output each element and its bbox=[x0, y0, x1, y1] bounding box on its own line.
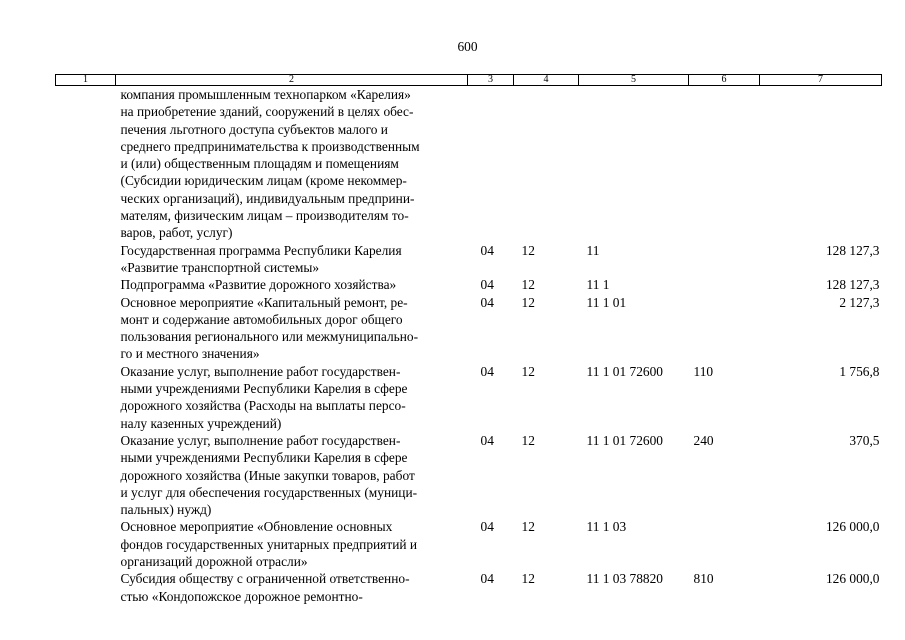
item-name-line: монт и содержание автомобильных дорог общего bbox=[120, 311, 403, 327]
table-row bbox=[56, 570, 882, 605]
target-item-code bbox=[579, 86, 689, 242]
section-code: 04 bbox=[480, 519, 494, 535]
target-item-code: 11 1 03 bbox=[586, 519, 627, 535]
item-name-cell bbox=[116, 432, 468, 518]
column-header-6: 6 bbox=[689, 75, 760, 86]
item-name-line: организаций дорожной отрасли» bbox=[120, 554, 308, 570]
expense-type-code bbox=[689, 276, 760, 293]
column-header-2: 2 bbox=[116, 75, 468, 86]
subsection-code: 12 bbox=[521, 363, 535, 379]
table-row bbox=[56, 276, 882, 293]
column-header-5: 5 bbox=[579, 75, 689, 86]
section-code: 04 bbox=[480, 571, 494, 587]
item-name-line: Субсидия обществу с ограниченной ответственно- bbox=[120, 571, 410, 587]
expense-type-code: 240 bbox=[693, 432, 714, 448]
item-name-line: фондов государственных унитарных предприятий и bbox=[120, 536, 418, 552]
item-name-line: Основное мероприятие «Капитальный ремонт, ре- bbox=[120, 294, 408, 310]
page-number: 600 bbox=[457, 39, 478, 54]
row-number-cell bbox=[56, 86, 116, 242]
item-name-line: на приобретение зданий, сооружений в целях обес- bbox=[120, 104, 414, 120]
row-number-cell bbox=[56, 432, 116, 518]
header-row bbox=[56, 75, 882, 86]
row-number-cell bbox=[56, 276, 116, 293]
amount-value: 126 000,0 bbox=[825, 571, 880, 587]
section-code: 04 bbox=[480, 294, 494, 310]
section-code: 04 bbox=[480, 277, 494, 293]
item-name-cell bbox=[116, 518, 468, 570]
row-number-cell bbox=[56, 363, 116, 432]
table-row bbox=[56, 432, 882, 518]
item-name-line: ными учреждениями Республики Карелия в сфере bbox=[120, 450, 408, 466]
target-item-code: 11 1 01 72600 bbox=[586, 363, 663, 379]
item-name-line: мателям, физическим лицам – производителям то- bbox=[120, 208, 409, 224]
item-name-line: печения льготного доступа субъектов малого и bbox=[120, 121, 388, 137]
item-name-line: Основное мероприятие «Обновление основных bbox=[120, 519, 393, 535]
target-item-code: 11 1 01 72600 bbox=[586, 432, 663, 448]
amount-value: 128 127,3 bbox=[825, 242, 880, 258]
item-name-line: «Развитие транспортной системы» bbox=[120, 259, 320, 275]
row-number-cell bbox=[56, 242, 116, 277]
amount-value: 128 127,3 bbox=[825, 277, 880, 293]
table-row bbox=[56, 363, 882, 432]
amount-value: 370,5 bbox=[849, 432, 880, 448]
item-name-cell bbox=[116, 363, 468, 432]
item-name-line: Государственная программа Республики Карелия bbox=[120, 242, 402, 258]
amount-value: 126 000,0 bbox=[825, 519, 880, 535]
item-name-line: ческих организаций), индивидуальным предприни- bbox=[120, 190, 415, 206]
target-item-code: 11 1 bbox=[586, 277, 610, 293]
amount-value: 1 756,8 bbox=[839, 363, 880, 379]
item-name-line: Оказание услуг, выполнение работ государствен- bbox=[120, 432, 401, 448]
item-name-line: дорожного хозяйства (Иные закупки товаров, работ bbox=[120, 467, 415, 483]
item-name-cell bbox=[116, 276, 468, 293]
target-item-code: 11 1 03 78820 bbox=[586, 571, 663, 587]
section-code bbox=[468, 86, 514, 242]
column-header-7: 7 bbox=[760, 75, 882, 86]
subsection-code: 12 bbox=[521, 571, 535, 587]
table-row bbox=[56, 86, 882, 242]
item-name-cell bbox=[116, 294, 468, 363]
amount-value: 2 127,3 bbox=[839, 294, 880, 310]
row-number-cell bbox=[56, 294, 116, 363]
expense-type-code bbox=[689, 518, 760, 570]
expense-type-code bbox=[689, 86, 760, 242]
item-name-line: (Субсидии юридическим лицам (кроме некоммер- bbox=[120, 173, 407, 189]
expense-type-code bbox=[689, 242, 760, 277]
item-name-cell bbox=[116, 86, 468, 242]
section-code: 04 bbox=[480, 242, 494, 258]
subsection-code: 12 bbox=[521, 519, 535, 535]
item-name-line: компания промышленным технопарком «Карелия» bbox=[120, 87, 411, 102]
item-name-line: пальных) нужд) bbox=[120, 502, 212, 518]
item-name-line: ными учреждениями Республики Карелия в сфере bbox=[120, 381, 408, 397]
expense-type-code: 110 bbox=[693, 363, 714, 379]
column-header-1: 1 bbox=[56, 75, 116, 86]
target-item-code: 11 1 01 bbox=[586, 294, 627, 310]
item-name-line: налу казенных учреждений) bbox=[120, 415, 282, 431]
item-name-line: и (или) общественным площадям и помещениям bbox=[120, 156, 399, 172]
budget-table bbox=[55, 74, 882, 605]
expense-type-code: 810 bbox=[693, 571, 714, 587]
item-name-line: го и местного значения» bbox=[120, 346, 260, 362]
item-name-line: стью «Кондопожское дорожное ремонтно- bbox=[120, 588, 363, 604]
item-name-line: варов, работ, услуг) bbox=[120, 225, 233, 241]
subsection-code: 12 bbox=[521, 242, 535, 258]
item-name-cell bbox=[116, 242, 468, 277]
amount-value bbox=[760, 86, 882, 242]
row-number-cell bbox=[56, 570, 116, 605]
section-code: 04 bbox=[480, 363, 494, 379]
subsection-code: 12 bbox=[521, 294, 535, 310]
column-header-4: 4 bbox=[514, 75, 579, 86]
column-header-3: 3 bbox=[468, 75, 514, 86]
item-name-line: и услуг для обеспечения государственных (муници- bbox=[120, 484, 418, 500]
target-item-code: 11 bbox=[586, 242, 600, 258]
item-name-line: Оказание услуг, выполнение работ государствен- bbox=[120, 363, 401, 379]
table-row bbox=[56, 242, 882, 277]
subsection-code bbox=[514, 86, 579, 242]
item-name-line: Подпрограмма «Развитие дорожного хозяйства» bbox=[120, 277, 397, 293]
item-name-line: среднего предпринимательства к производственным bbox=[120, 138, 420, 154]
table-row bbox=[56, 518, 882, 570]
subsection-code: 12 bbox=[521, 277, 535, 293]
item-name-cell bbox=[116, 570, 468, 605]
subsection-code: 12 bbox=[521, 432, 535, 448]
table-row bbox=[56, 294, 882, 363]
row-number-cell bbox=[56, 518, 116, 570]
section-code: 04 bbox=[480, 432, 494, 448]
item-name-line: дорожного хозяйства (Расходы на выплаты персо- bbox=[120, 398, 406, 414]
expense-type-code bbox=[689, 294, 760, 363]
item-name-line: пользования регионального или межмуниципально- bbox=[120, 329, 419, 345]
table-body bbox=[56, 86, 882, 605]
